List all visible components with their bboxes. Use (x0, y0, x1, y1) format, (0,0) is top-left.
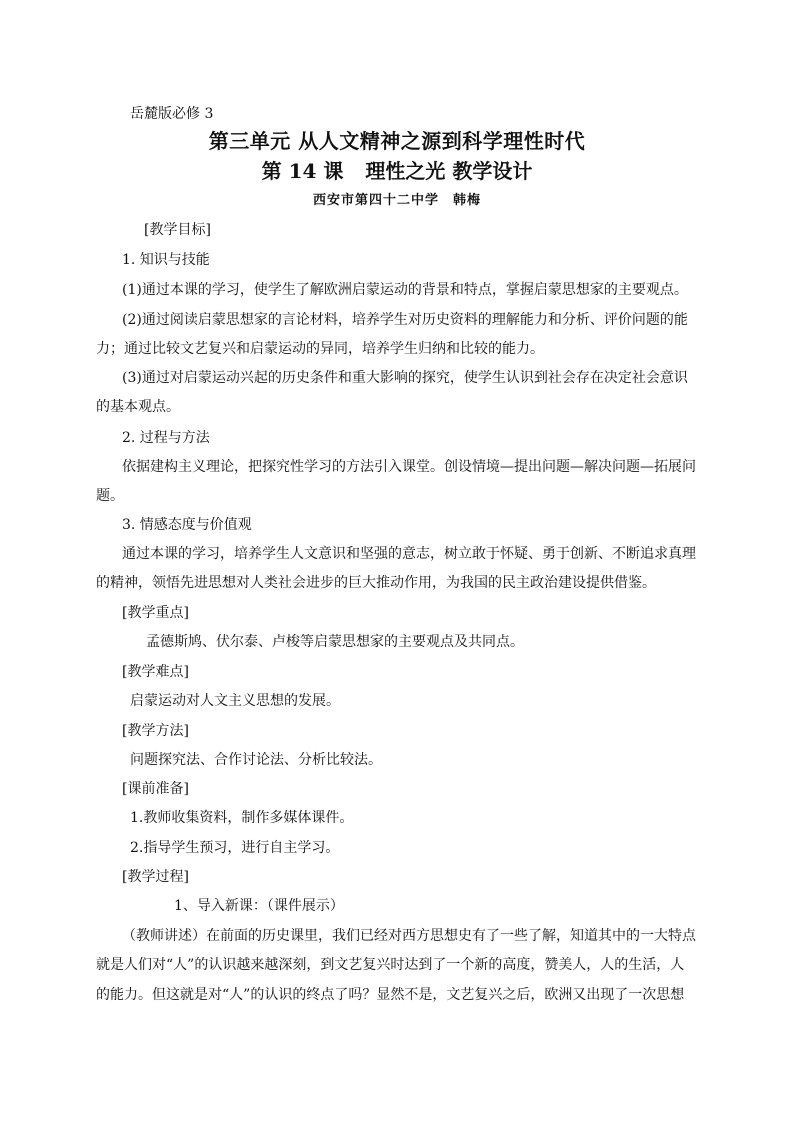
unit-title: 第三单元 从人文精神之源到科学理性时代 (208, 129, 586, 153)
school-name: 西安市第四十二中学 (312, 193, 439, 208)
lesson-title (0, 158, 794, 184)
paragraph-line: 题。 (96, 488, 124, 504)
section-heading-process: [教学过程] (122, 869, 189, 885)
section-heading-preparation: [课前准备] (122, 781, 189, 797)
list-item: 2.指导学生预习，进行自主学习。 (130, 840, 340, 856)
paragraph-line: (3)通过对启蒙运动兴起的历史条件和重大影响的探究，使学生认识到社会存在决定社会意识 (122, 370, 688, 386)
paragraph-line: 力；通过比较文艺复兴和启蒙运动的异同，培养学生归纳和比较的能力。 (96, 341, 544, 357)
section-heading-key: [教学重点] (122, 605, 189, 621)
paragraph-line: 的精神，领悟先进思想对人类社会进步的巨大推动作用，为我国的民主政治建设提供借鉴。 (96, 575, 656, 591)
section-heading-method: [教学方法] (122, 723, 189, 739)
section-heading-difficulty: [教学难点] (122, 664, 189, 680)
paragraph-line: (2)通过阅读启蒙思想家的言论材料，培养学生对历史资料的理解能力和分析、评价问题的能 (122, 312, 688, 328)
paragraph-line: 问题探究法、合作讨论法、分析比较法。 (130, 752, 382, 768)
byline (0, 192, 794, 210)
goal-3-heading: 3. 情感态度与价值观 (122, 517, 252, 533)
lesson-name: 理性之光 教学设计 (365, 159, 533, 183)
paragraph-line: 通过本课的学习，培养学生人文意识和坚强的意志，树立敢于怀疑、勇于创新、不断追求真理 (122, 546, 696, 562)
goal-1-heading: 1. 知识与技能 (122, 252, 210, 268)
author-name: 韩梅 (453, 193, 482, 208)
paragraph-line: 就是人们对“人”的认识越来越深刻，到文艺复兴时达到了一个新的高度，赞美人，人的生活，人 (96, 957, 685, 973)
paragraph-line: 的基本观点。 (96, 399, 180, 415)
goal-2-heading: 2. 过程与方法 (122, 430, 210, 446)
process-step-heading: 1、导入新课：（课件展示） (174, 898, 344, 914)
paragraph-line: 孟德斯鸠、伏尔泰、卢梭等启蒙思想家的主要观点及共同点。 (146, 634, 524, 650)
list-item: 1.教师收集资料，制作多媒体课件。 (130, 810, 354, 826)
paragraph-line: （教师讲述）在前面的历史课里，我们已经对西方思想史有了一些了解，知道其中的一大特点 (122, 928, 696, 944)
section-heading-goals: [教学目标] (144, 222, 211, 238)
edition-label: 岳麓版必修 3 (130, 106, 214, 122)
paragraph-line: 启蒙运动对人文主义思想的发展。 (130, 693, 340, 709)
paragraph-line: (1)通过本课的学习，使学生了解欧洲启蒙运动的背景和特点，掌握启蒙思想家的主要观点。 (122, 282, 688, 298)
lesson-number: 第 14 课 (261, 159, 344, 183)
paragraph-line: 的能力。但这就是对“人”的认识的终点了吗？显然不是，文艺复兴之后，欧洲又出现了一次思想 (96, 987, 685, 1003)
paragraph-line: 依据建构主义理论，把探究性学习的方法引入课堂。创设情境—提出问题—解决问题—拓展问 (122, 459, 696, 475)
